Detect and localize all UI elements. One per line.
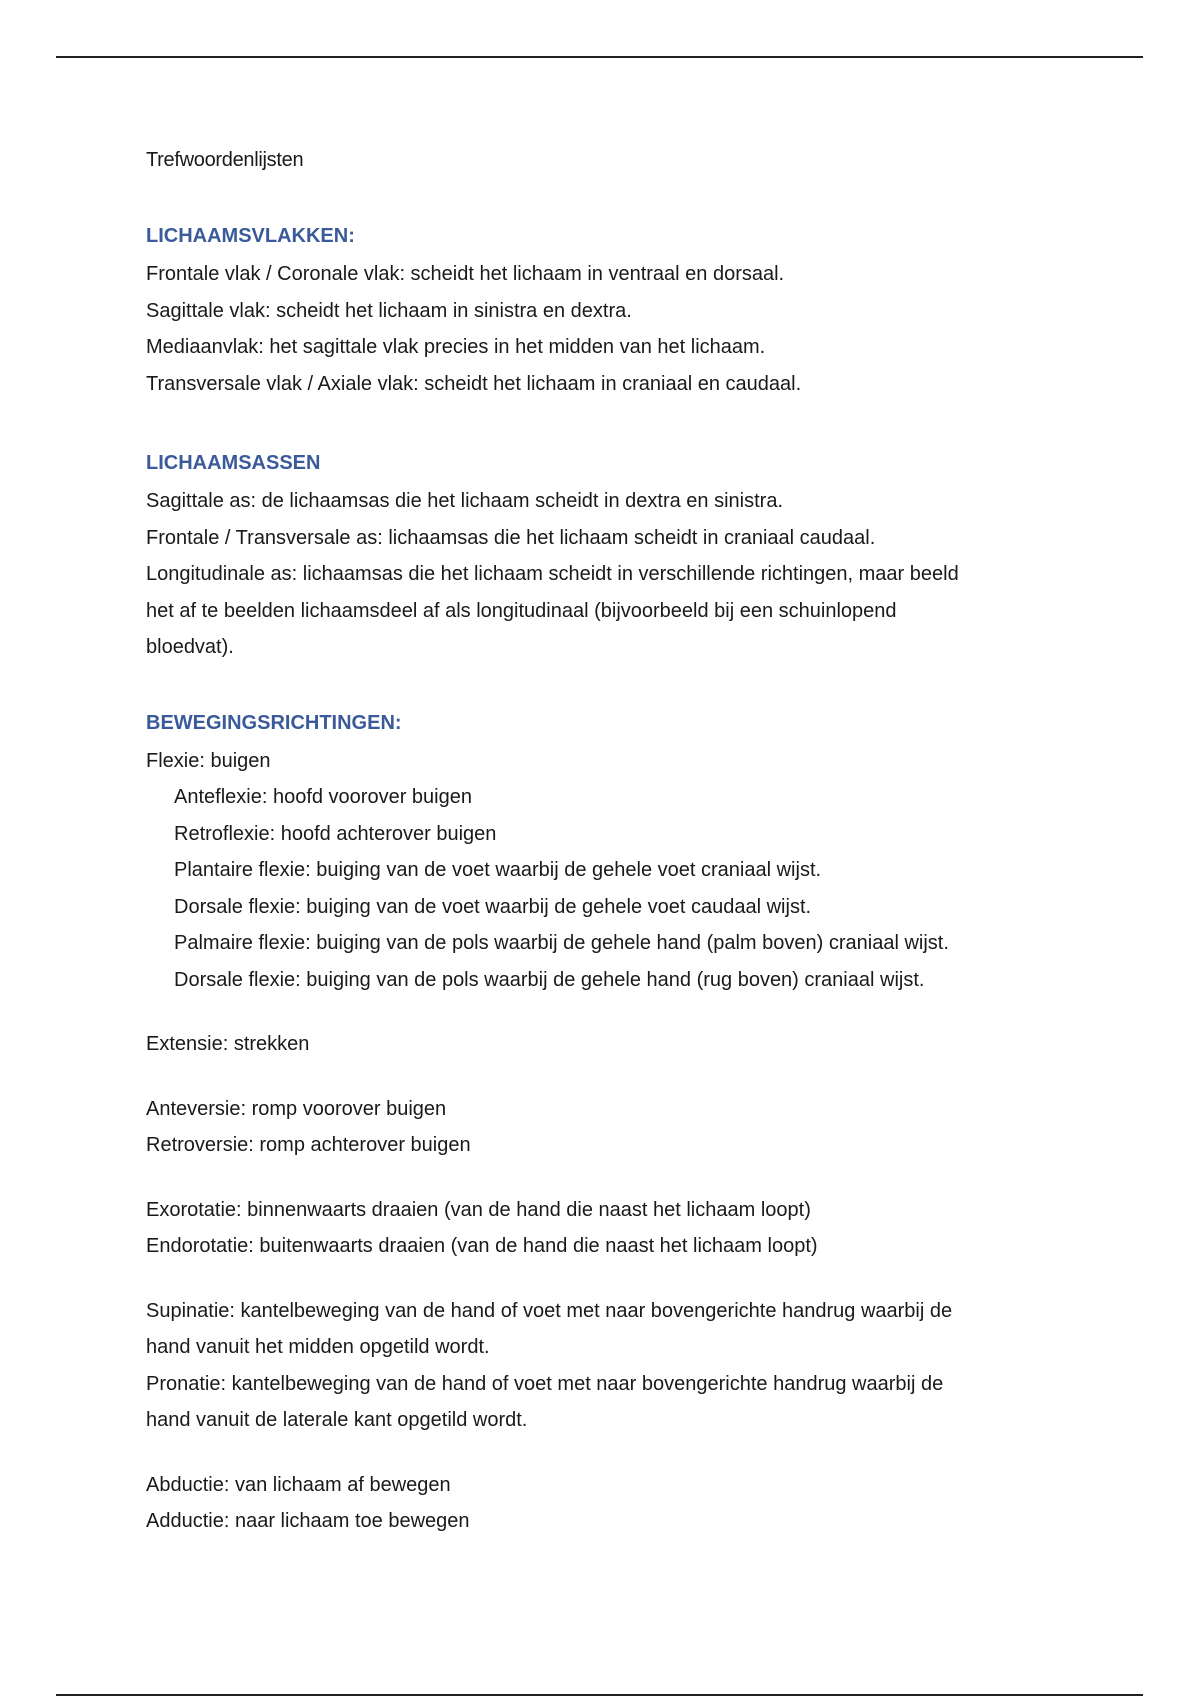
versie-line: Retroversie: romp achterover buigen <box>146 1134 471 1156</box>
ductie-line: Adductie: naar lichaam toe bewegen <box>146 1510 470 1532</box>
document-title: Trefwoordenlijsten <box>146 149 304 171</box>
versie-line: Anteversie: romp voorover buigen <box>146 1097 447 1120</box>
text-line: Transversale vlak / Axiale vlak: scheidt het lichaam in craniaal en caudaal. <box>146 372 802 395</box>
text-line: Frontale vlak / Coronale vlak: scheidt het lichaam in ventraal en dorsaal. <box>146 263 785 285</box>
ductie-line: Abductie: van lichaam af bewegen <box>146 1473 451 1496</box>
header-rule <box>56 56 1143 58</box>
section-lichaamsassen <box>146 450 1066 666</box>
flexie-sub-line: Anteflexie: hoofd voorover buigen <box>174 786 472 808</box>
document-page <box>146 147 1066 1540</box>
text-line: Frontale / Transversale as: lichaamsas die het lichaam scheidt in craniaal caudaal. <box>146 526 876 549</box>
flexie-sub-line: Dorsale flexie: buiging van de pols waarbij de gehele hand (rug boven) craniaal wijst. <box>174 968 925 991</box>
flexie-line: Flexie: buigen <box>146 749 271 772</box>
section-heading: LICHAAMSVLAKKEN: <box>146 225 355 247</box>
footer-rule <box>56 1694 1143 1696</box>
section-bewegingsrichtingen <box>146 710 1066 1540</box>
supinatie-pronatie-line: hand vanuit de laterale kant opgetild wordt. <box>146 1409 528 1431</box>
text-line: het af te beelden lichaamsdeel af als longitudinaal (bijvoorbeeld bij een schuinlopend <box>146 599 897 622</box>
section-lichaamsvlakken <box>146 223 1066 402</box>
supinatie-pronatie-line: hand vanuit het midden opgetild wordt. <box>146 1336 490 1358</box>
flexie-sub-line: Palmaire flexie: buiging van de pols waarbij de gehele hand (palm boven) craniaal wijst. <box>174 932 949 954</box>
section-heading: LICHAAMSASSEN <box>146 452 321 474</box>
flexie-sub-line: Retroflexie: hoofd achterover buigen <box>174 822 497 845</box>
rotatie-line: Endorotatie: buitenwaarts draaien (van de hand die naast het lichaam loopt) <box>146 1235 818 1257</box>
text-line: Longitudinale as: lichaamsas die het lichaam scheidt in verschillende richtingen, maar beeld <box>146 563 959 585</box>
text-line: bloedvat). <box>146 636 234 658</box>
rotatie-line: Exorotatie: binnenwaarts draaien (van de hand die naast het lichaam loopt) <box>146 1198 811 1221</box>
section-heading: BEWEGINGSRICHTINGEN: <box>146 711 402 734</box>
text-line: Mediaanvlak: het sagittale vlak precies in het midden van het lichaam. <box>146 336 766 358</box>
text-line: Sagittale vlak: scheidt het lichaam in sinistra en dextra. <box>146 299 632 322</box>
supinatie-pronatie-line: Supinatie: kantelbeweging van de hand of voet met naar bovengerichte handrug waarbij de <box>146 1299 953 1322</box>
text-line: Sagittale as: de lichaamsas die het lichaam scheidt in dextra en sinistra. <box>146 490 784 512</box>
extensie-line: Extensie: strekken <box>146 1033 310 1055</box>
supinatie-pronatie-line: Pronatie: kantelbeweging van de hand of voet met naar bovengerichte handrug waarbij de <box>146 1372 944 1395</box>
flexie-sub-line: Dorsale flexie: buiging van de voet waarbij de gehele voet caudaal wijst. <box>174 895 812 918</box>
flexie-sub-line: Plantaire flexie: buiging van de voet waarbij de gehele voet craniaal wijst. <box>174 859 822 881</box>
